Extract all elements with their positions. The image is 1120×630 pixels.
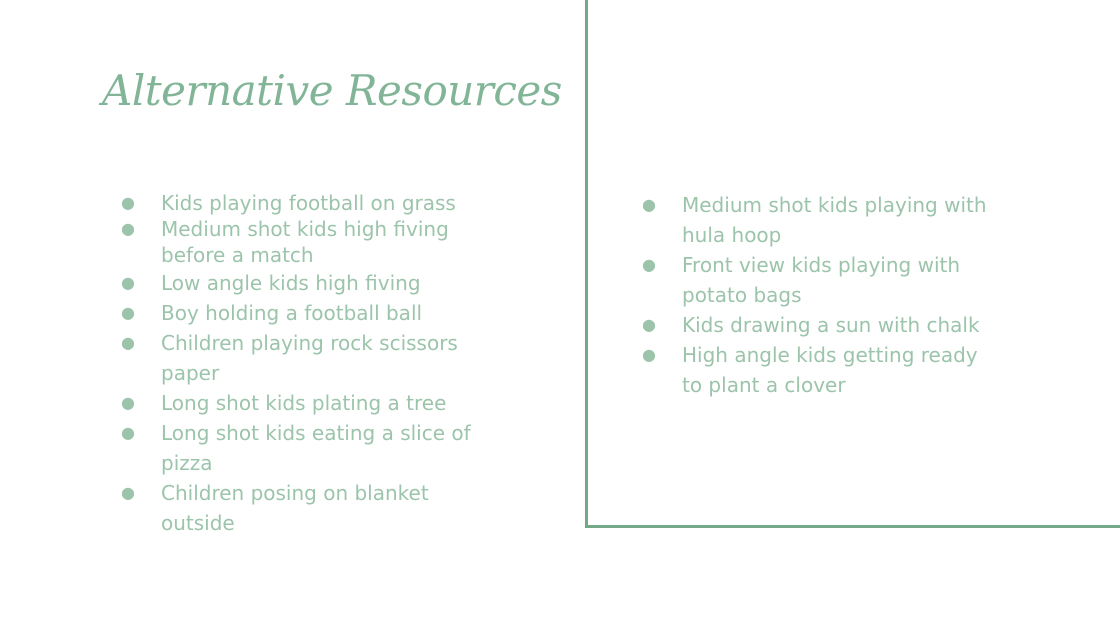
list-item [121, 478, 481, 538]
list-item-text: Long shot kids plating a tree [161, 391, 447, 415]
list-item [121, 268, 481, 298]
list-item [121, 328, 481, 388]
list-item-text: Medium shot kids high fiving before a match [161, 217, 449, 267]
list-item-text: Front view kids playing with potato bags [682, 253, 961, 307]
bullet-icon: ● [642, 195, 656, 214]
bullet-icon: ● [121, 193, 135, 212]
list-item-text: Long shot kids eating a slice of pizza [161, 421, 471, 475]
slide-title: Alternative Resources [102, 66, 562, 115]
resource-list-left [121, 190, 481, 538]
bullet-icon: ● [121, 393, 135, 412]
list-item [642, 250, 1002, 310]
list-item [642, 310, 1002, 340]
list-item-text: Kids playing football on grass [161, 191, 456, 215]
list-item [121, 190, 481, 216]
list-item-text: Children posing on blanket outside [161, 481, 429, 535]
list-item-text: Children playing rock scissors paper [161, 331, 458, 385]
list-item [121, 216, 481, 268]
list-item [642, 190, 1002, 250]
list-item [121, 298, 481, 328]
list-item [642, 340, 1002, 400]
list-item [121, 388, 481, 418]
list-item-text: Boy holding a football ball [161, 301, 423, 325]
bullet-icon: ● [121, 483, 135, 502]
bullet-icon: ● [642, 345, 656, 364]
bullet-icon: ● [121, 303, 135, 322]
bullet-icon: ● [121, 333, 135, 352]
list-item [121, 418, 481, 478]
bullet-icon: ● [121, 423, 135, 442]
resource-list-right [642, 190, 1002, 400]
list-item-text: Medium shot kids playing with hula hoop [682, 193, 987, 247]
bullet-icon: ● [121, 219, 135, 238]
list-item-text: Kids drawing a sun with chalk [682, 313, 980, 337]
bullet-icon: ● [642, 315, 656, 334]
list-item-text: High angle kids getting ready to plant a clover [682, 343, 978, 397]
bullet-icon: ● [121, 273, 135, 292]
list-item-text: Low angle kids high fiving [161, 271, 421, 295]
bullet-icon: ● [642, 255, 656, 274]
